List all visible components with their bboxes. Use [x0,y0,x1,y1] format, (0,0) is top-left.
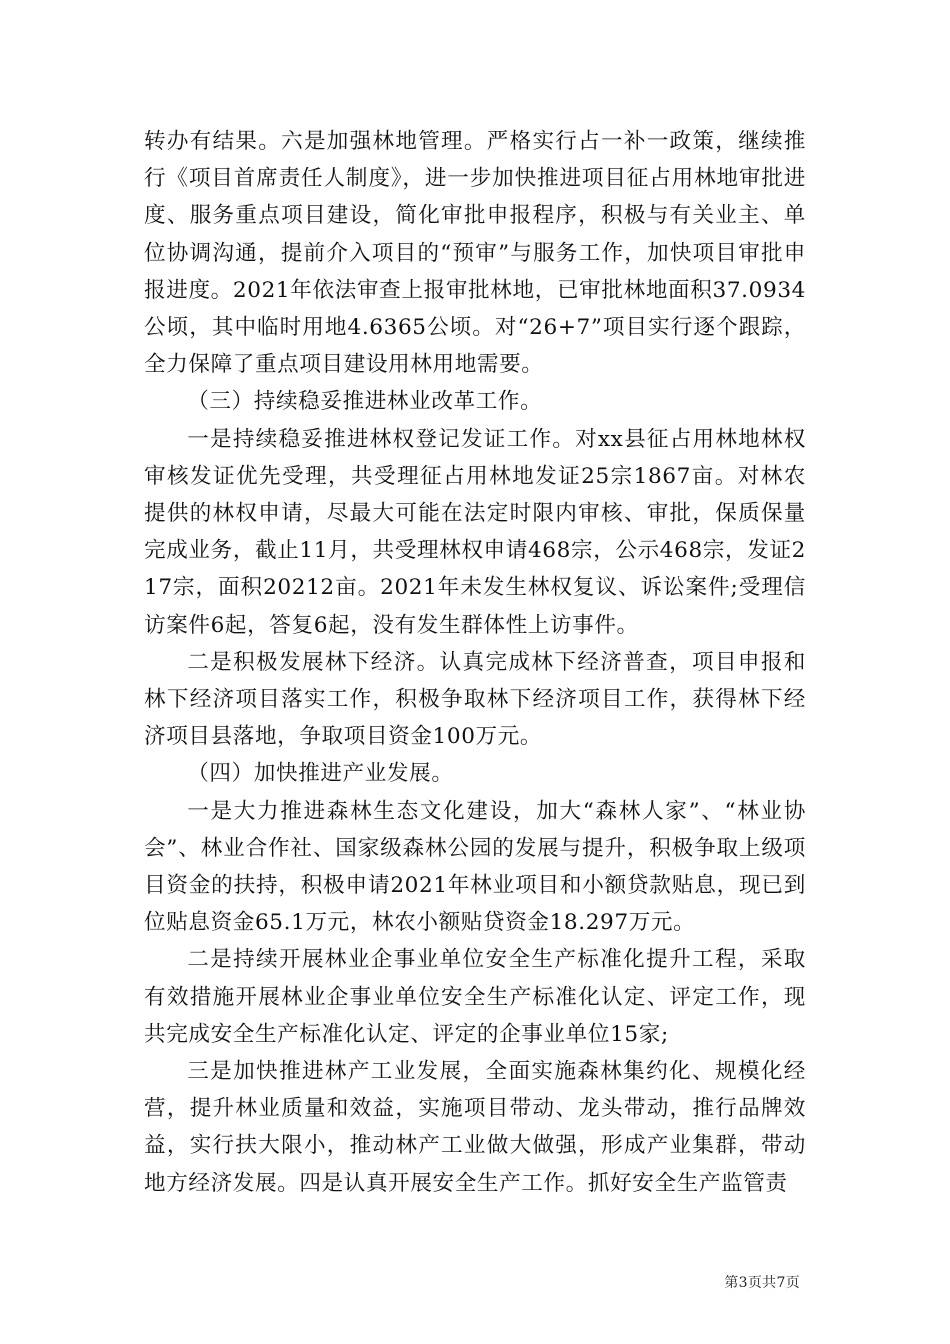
page-number-footer: 第3页共7页 [724,1275,800,1291]
paragraph-continuation: 转办有结果。六是加强林地管理。严格实行占一补一政策，继续推行《项目首席责任人制度》，进一步加快推进项目征占用林地审批进度、服务重点项目建设，简化审批申报程序，积极与有关业主、单位协调沟通，提前介入项目的“预审”与服务工作，加快项目审批申报进度。2021年依法审查上报审批林地，已审批林地面积37.0934公顷，其中临时用地4.6365公顷。对“26+7”项目实行逐个跟踪，全力保障了重点项目建设用林用地需要。 [144,129,806,378]
paragraph-understory-economy: 二是积极发展林下经济。认真完成林下经济普查，项目申报和林下经济项目落实工作，积极争取林下经济项目工作，获得林下经济项目县落地，争取项目资金100万元。 [144,649,806,750]
paragraph-forest-rights: 一是持续稳妥推进林权登记发证工作。对xx县征占用林地林权审核发证优先受理，共受理征占用林地发证25宗1867亩。对林农提供的林权申请，尽最大可能在法定时限内审核、审批，保质保量完成业务，截止11月，共受理林权申请468宗，公示468宗，发证217宗，面积20212亩。2021年未发生林权复议、诉讼案件;受理信访案件6起，答复6起，没有发生群体性上访事件。 [144,426,806,638]
paragraph-eco-culture: 一是大力推进森林生态文化建设，加大“森林人家”、“林业协会”、林业合作社、国家级森林公园的发展与提升，积极争取上级项目资金的扶持，积极申请2021年林业项目和小额贷款贴息，现已到位贴息资金65.1万元，林农小额贴贷资金18.297万元。 [144,798,806,936]
section-heading-4: （四）加快推进产业发展。 [187,761,454,787]
document-body [144,123,806,1202]
paragraph-safety-standardization: 二是持续开展林业企事业单位安全生产标准化提升工程，采取有效措施开展林业企事业单位安全生产标准化认定、评定工作，现共完成安全生产标准化认定、评定的企事业单位15家; [144,947,806,1047]
section-heading-3: （三）持续稳妥推进林业改革工作。 [187,389,543,415]
paragraph-forest-industry: 三是加快推进林产工业发展，全面实施森林集约化、规模化经营，提升林业质量和效益，实施项目带动、龙头带动，推行品牌效益，实行扶大限小，推动林产工业做大做强，形成产业集群，带动地方经济发展。四是认真开展安全生产工作。抓好安全生产监管责 [144,1059,806,1196]
